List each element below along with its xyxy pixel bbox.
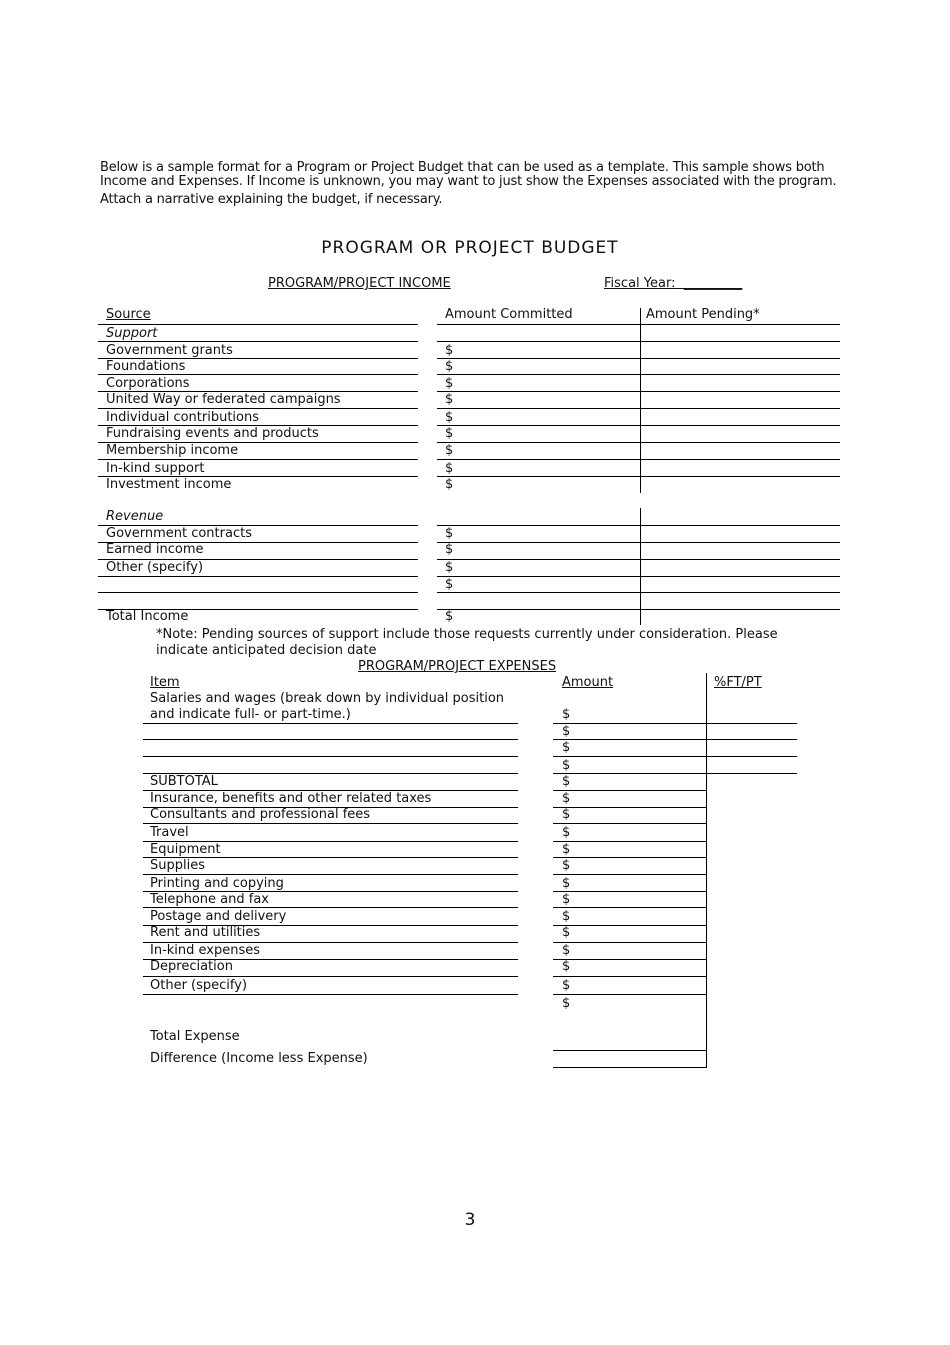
fiscal-year-field [604, 276, 742, 291]
salary-dollar: $ [562, 740, 571, 755]
support-item-label: In-kind support [106, 461, 205, 476]
support-label: Support [106, 326, 158, 341]
expense-row-rule [143, 907, 518, 908]
expense-item-label: Printing and copying [150, 876, 284, 891]
revenue-row-rule-amounts [437, 609, 840, 610]
salary-row-rule-ftpt [706, 773, 797, 774]
support-item-dollar: $ [445, 376, 454, 391]
total-income-dollar: $ [445, 609, 454, 624]
expense-row-rule-amount [553, 942, 706, 943]
subtotal-rule-amount [553, 790, 706, 791]
support-row-rule-amounts [437, 358, 840, 359]
fiscal-year-blank: _________ [683, 276, 743, 291]
income-col-pending: Amount Pending* [646, 307, 760, 322]
salary-dollar: $ [562, 707, 571, 722]
salary-row-rule-ftpt [706, 723, 797, 724]
support-item-dollar: $ [445, 426, 454, 441]
support-item-dollar: $ [445, 410, 454, 425]
salary-row-rule-ftpt [706, 739, 797, 740]
revenue-extra-dollar: $ [445, 577, 454, 592]
expense-item-label: Other (specify) [150, 978, 248, 993]
support-header-rule [98, 341, 418, 342]
subtotal-label: SUBTOTAL [150, 774, 218, 789]
income-col-committed: Amount Committed [445, 307, 573, 322]
salary-row-rule [143, 723, 518, 724]
salary-row-rule-amount [553, 739, 706, 740]
income-header-rule-amounts [437, 324, 840, 325]
income-column-divider [640, 308, 641, 493]
revenue-item-label: Other (specify) [106, 560, 204, 575]
expense-row-rule [143, 976, 518, 977]
revenue-row-rule [98, 609, 418, 610]
support-item-dollar: $ [445, 461, 454, 476]
revenue-item-label: Earned income [106, 542, 204, 557]
support-row-rule-amounts [437, 425, 840, 426]
difference-rule [553, 1067, 706, 1068]
support-row-rule [98, 459, 418, 460]
expense-item-label: Rent and utilities [150, 925, 261, 940]
revenue-row-rule-amounts [437, 542, 840, 543]
salary-row-rule [143, 739, 518, 740]
expense-item-label: Equipment [150, 842, 221, 857]
page-title: PROGRAM OR PROJECT BUDGET [321, 238, 619, 258]
expense-col-amount: Amount [562, 675, 614, 690]
support-row-rule-amounts [437, 374, 840, 375]
salary-row-rule [143, 773, 518, 774]
salary-dollar: $ [562, 774, 571, 789]
income-section-heading: PROGRAM/PROJECT INCOME [268, 276, 451, 291]
expense-item-dollar: $ [562, 842, 571, 857]
support-item-dollar: $ [445, 392, 454, 407]
revenue-row-rule [98, 576, 418, 577]
revenue-label: Revenue [106, 509, 164, 524]
expense-row-rule-amount [553, 857, 706, 858]
expense-row-rule [143, 994, 518, 995]
support-row-rule-amounts [437, 459, 840, 460]
revenue-item-dollar: $ [445, 542, 454, 557]
expense-row-rule [143, 823, 518, 824]
expense-row-rule-amount [553, 874, 706, 875]
support-item-dollar: $ [445, 359, 454, 374]
expense-row-rule-amount [553, 907, 706, 908]
expense-row-rule-amount [553, 823, 706, 824]
salary-row-rule [143, 756, 518, 757]
salary-row-rule-amount [553, 723, 706, 724]
revenue-item-dollar: $ [445, 560, 454, 575]
expense-row-rule-amount [553, 994, 706, 995]
salary-dollar: $ [562, 724, 571, 739]
expense-row-rule-amount [553, 925, 706, 926]
intro-line-3: Attach a narrative explaining the budget, if necessary. [100, 192, 443, 207]
revenue-row-rule-amounts [437, 592, 840, 593]
support-row-rule-amounts [437, 408, 840, 409]
expense-item-dollar: $ [562, 943, 571, 958]
revenue-row-rule-amounts [437, 525, 840, 526]
expense-item-dollar: $ [562, 807, 571, 822]
support-item-label: United Way or federated campaigns [106, 392, 341, 407]
fiscal-year-label: Fiscal Year: [604, 276, 676, 291]
revenue-row-rule-amounts [437, 559, 840, 560]
expense-item-dollar: $ [562, 876, 571, 891]
expense-item-label: Supplies [150, 858, 205, 873]
total-expense-label: Total Expense [150, 1029, 240, 1044]
income-header-rule [98, 324, 418, 325]
expense-row-rule-amount [553, 976, 706, 977]
expense-item-label: Consultants and professional fees [150, 807, 371, 822]
expense-item-label: Insurance, benefits and other related taxes [150, 791, 432, 806]
expense-item-label: Telephone and fax [150, 892, 269, 907]
page-number: 3 [464, 1210, 476, 1230]
salaries-label-line-1: Salaries and wages (break down by individual position [150, 691, 505, 706]
intro-line-1: Below is a sample format for a Program or Project Budget that can be used as a template. This sample shows both [100, 160, 825, 175]
expense-column-divider [706, 673, 707, 1068]
expenses-section-heading: PROGRAM/PROJECT EXPENSES [358, 659, 557, 674]
expense-item-dollar: $ [562, 925, 571, 940]
total-expense-rule [553, 1050, 706, 1051]
revenue-row-rule [98, 592, 418, 593]
expense-item-label: In-kind expenses [150, 943, 261, 958]
salary-row-rule-ftpt [706, 756, 797, 757]
support-item-label: Investment income [106, 477, 232, 492]
support-item-dollar: $ [445, 343, 454, 358]
expense-row-rule-amount [553, 891, 706, 892]
revenue-item-label: Government contracts [106, 526, 252, 541]
revenue-item-dollar: $ [445, 526, 454, 541]
support-header-rule-amounts [437, 341, 840, 342]
salary-row-rule-amount [553, 756, 706, 757]
support-row-rule-amounts [437, 476, 840, 477]
salary-dollar: $ [562, 758, 571, 773]
expense-item-dollar: $ [562, 978, 571, 993]
expense-item-dollar: $ [562, 858, 571, 873]
expense-row-rule [143, 874, 518, 875]
salaries-label-line-2: and indicate full- or part-time.) [150, 707, 351, 722]
support-item-label: Corporations [106, 376, 190, 391]
expense-item-label: Depreciation [150, 959, 233, 974]
support-item-label: Fundraising events and products [106, 426, 319, 441]
support-item-label: Individual contributions [106, 410, 260, 425]
revenue-row-rule-amounts [437, 576, 840, 577]
support-item-label: Membership income [106, 443, 239, 458]
expense-item-dollar: $ [562, 892, 571, 907]
expense-item-dollar: $ [562, 909, 571, 924]
expense-col-ftpt: %FT/PT [714, 675, 762, 690]
salary-row-rule-amount [553, 773, 706, 774]
expense-extra-dollar: $ [562, 996, 571, 1011]
income-col-source: Source [106, 307, 151, 322]
expense-item-dollar: $ [562, 825, 571, 840]
expense-row-rule-amount [553, 841, 706, 842]
support-row-rule-amounts [437, 391, 840, 392]
support-item-dollar: $ [445, 443, 454, 458]
expense-item-dollar: $ [562, 959, 571, 974]
expense-row-rule-amount [553, 959, 706, 960]
intro-line-2: Income and Expenses. If Income is unknown, you may want to just show the Expenses associated with the program. [100, 174, 837, 189]
support-row-rule [98, 374, 418, 375]
total-income-label: Total Income [106, 609, 189, 624]
expense-row-rule-amount [553, 807, 706, 808]
expense-item-dollar: $ [562, 791, 571, 806]
expense-item-label: Postage and delivery [150, 909, 287, 924]
support-row-rule [98, 408, 418, 409]
support-item-dollar: $ [445, 477, 454, 492]
pending-note: *Note: Pending sources of support include those requests currently under consideration. Please indicate anticipated decision date [156, 627, 778, 658]
support-item-label: Government grants [106, 343, 233, 358]
expense-item-label: Travel [150, 825, 189, 840]
expense-col-item: Item [150, 675, 180, 690]
support-row-rule-amounts [437, 442, 840, 443]
support-item-label: Foundations [106, 359, 186, 374]
difference-label: Difference (Income less Expense) [150, 1051, 368, 1066]
